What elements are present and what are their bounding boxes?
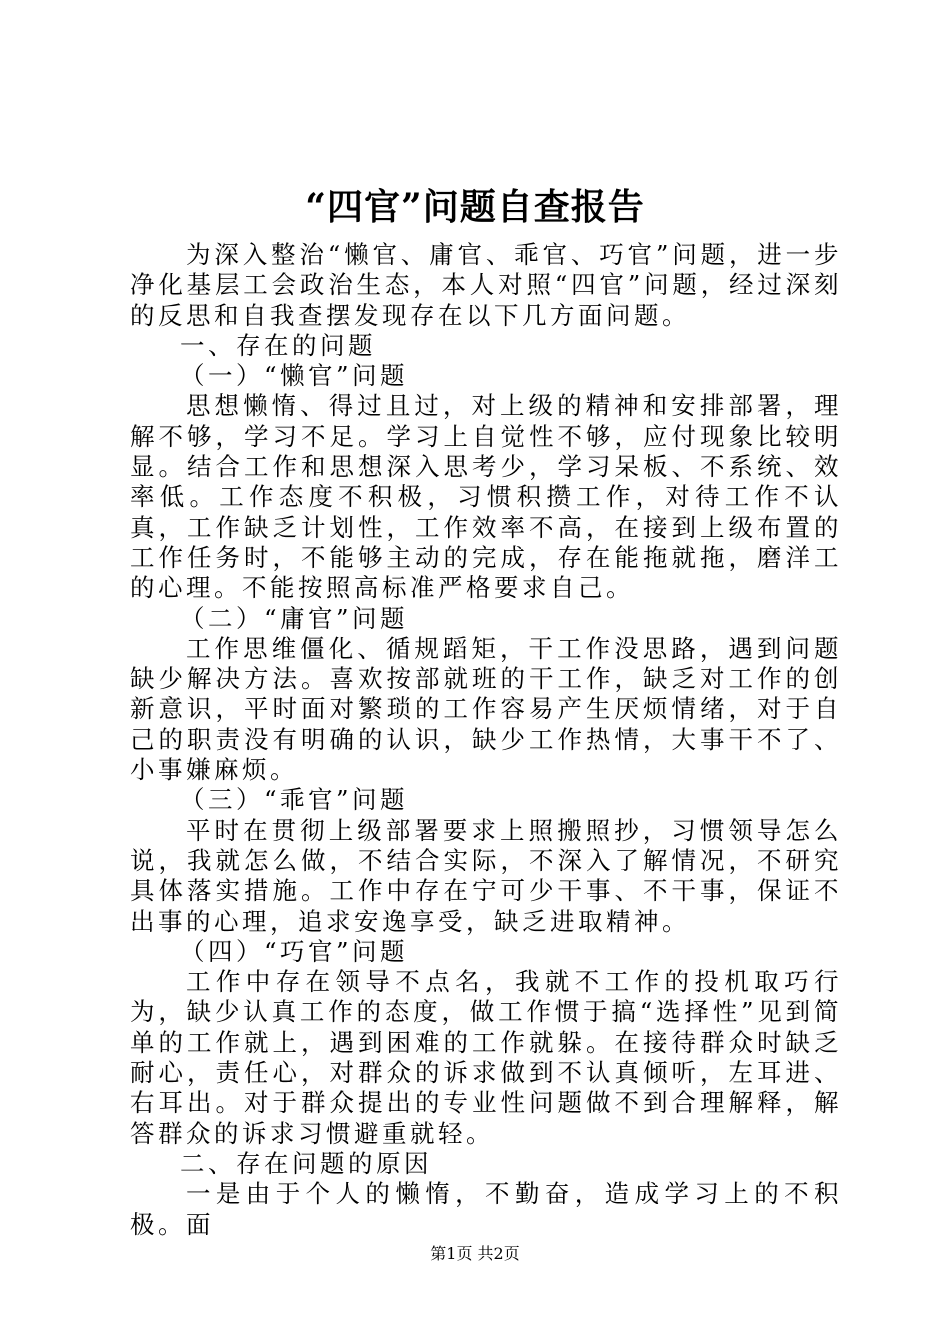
- subsection-heading-mediocre: （二）“庸官”问题: [180, 603, 409, 633]
- paragraph-crafty: 工作中存在领导不点名，我就不工作的投机取巧行为，缺少认真工作的态度，做工作惯于搞“选择性”见到简单的工作就上，遇到困难的工作就躲。在接待群众时缺乏耐心，责任心，对群众的诉求做到不认真倾听，左耳进、右耳出。对于群众提出的专业性问题做不到合理解释，解答群众的诉求习惯避重就轻。: [130, 967, 842, 1148]
- paragraph-obedient: 平时在贯彻上级部署要求上照搬照抄，习惯领导怎么说，我就怎么做，不结合实际，不深入了解情况，不研究具体落实措施。工作中存在宁可少干事、不干事，保证不出事的心理，追求安逸享受，缺乏进取精神。: [130, 815, 842, 936]
- subsection-heading-obedient: （三）“乖官”问题: [180, 785, 409, 815]
- section-heading-1: 一、存在的问题: [180, 330, 376, 360]
- page-number-footer: 第1页 共2页: [430, 1244, 520, 1263]
- paragraph-causes: 一是由于个人的懒惰，不勤奋，造成学习上的不积极。面: [130, 1179, 842, 1239]
- document-body: [130, 240, 842, 1240]
- subsection-heading-lazy: （一）“懒官”问题: [180, 361, 409, 391]
- paragraph-mediocre: 工作思维僵化、循规蹈矩，干工作没思路，遇到问题缺少解决方法。喜欢按部就班的干工作，缺乏对工作的创新意识，平时面对繁琐的工作容易产生厌烦情绪，对于自己的职责没有明确的认识，缺少工作热情，大事干不了、小事嫌麻烦。: [130, 633, 842, 785]
- section-heading-2: 二、存在问题的原因: [180, 1148, 432, 1178]
- intro-paragraph: 为深入整治“懒官、庸官、乖官、巧官”问题，进一步净化基层工会政治生态，本人对照“四官”问题，经过深刻的反思和自我查摆发现存在以下几方面问题。: [130, 240, 842, 330]
- subsection-heading-crafty: （四）“巧官”问题: [180, 936, 409, 966]
- paragraph-lazy: 思想懒惰、得过且过，对上级的精神和安排部署，理解不够，学习不足。学习上自觉性不够，应付现象比较明显。结合工作和思想深入思考少，学习呆板、不系统、效率低。工作态度不积极，习惯积攒工作，对待工作不认真，工作缺乏计划性，工作效率不高，在接到上级布置的工作任务时，不能够主动的完成，存在能拖就拖，磨洋工的心理。不能按照高标准严格要求自己。: [130, 391, 842, 603]
- document-title: “四官”问题自查报告: [305, 186, 645, 228]
